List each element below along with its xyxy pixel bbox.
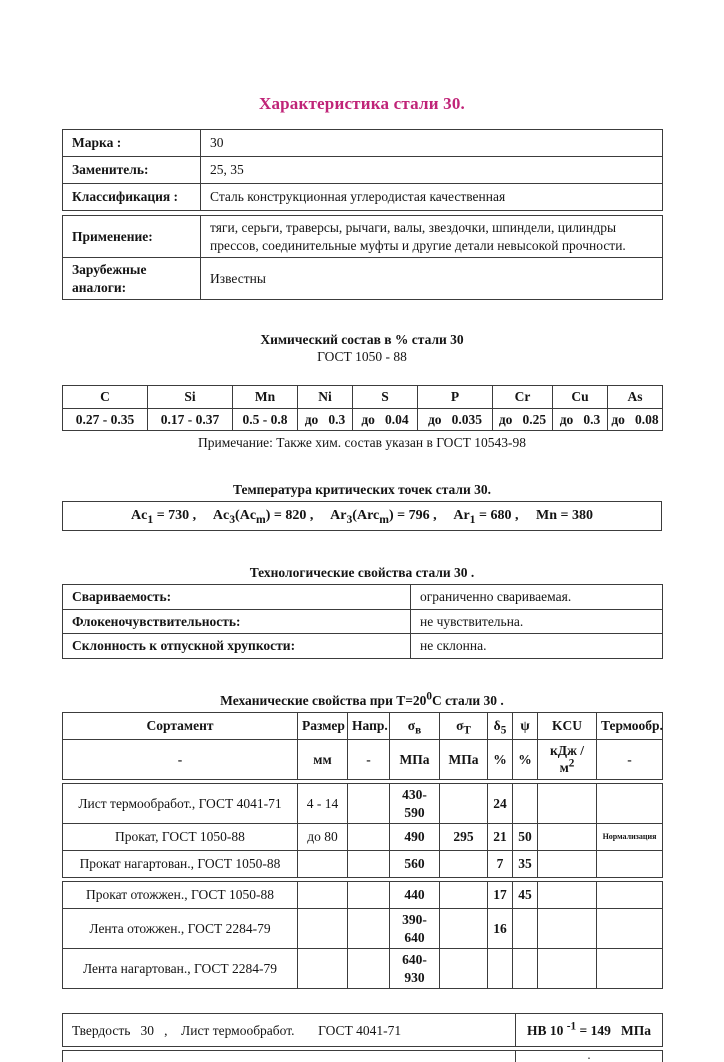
table-cell	[298, 882, 348, 909]
info-table-secondary	[62, 215, 663, 300]
table-cell	[440, 909, 488, 949]
table-cell	[348, 824, 390, 851]
chem-note: Примечание: Также хим. состав указан в ГОСТ 10543-98	[198, 435, 526, 451]
table-cell: $\sigma_в$	[390, 712, 440, 739]
table-cell: 295	[440, 824, 488, 851]
table-cell: 30	[201, 130, 663, 157]
table-cell	[597, 851, 663, 878]
table-cell	[597, 784, 663, 824]
table-cell: Твердость 30 , Лист термообработ. ГОСТ 4041-71	[63, 1014, 516, 1047]
table-cell: до 0.3	[298, 408, 353, 431]
table-cell: Прокат отожжен., ГОСТ 1050-88	[63, 882, 298, 909]
table-cell: C	[63, 386, 148, 409]
table-cell: 25, 35	[201, 157, 663, 184]
table-cell: 560	[390, 851, 440, 878]
table-cell	[538, 784, 597, 824]
tech-section-heading: Технологические свойства стали 30 .	[249, 565, 475, 581]
table-row	[63, 386, 663, 409]
table-cell: As	[608, 386, 663, 409]
table-cell: Марка :	[63, 130, 201, 157]
table-row	[63, 634, 663, 659]
table-cell: до 0.08	[608, 408, 663, 431]
table-cell: KCU	[538, 712, 597, 739]
table-cell: Лента нагартован., ГОСТ 2284-79	[63, 949, 298, 989]
table-row	[63, 784, 663, 824]
table-cell: Лента отожжен., ГОСТ 2284-79	[63, 909, 298, 949]
table-cell: Mn	[233, 386, 298, 409]
table-cell	[63, 1051, 516, 1062]
table-row	[63, 824, 663, 851]
table-cell	[513, 909, 538, 949]
table-cell: тяги, серьги, траверсы, рычаги, валы, звездочки, шпиндели, цилиндры прессов, соединительные муфты и другие детали невысокой прочности.	[201, 216, 663, 258]
table-row	[63, 585, 663, 610]
table-cell: Лист термообработ., ГОСТ 4041-71	[63, 784, 298, 824]
table-cell	[348, 949, 390, 989]
table-cell: 16	[488, 909, 513, 949]
table-row	[63, 258, 663, 300]
table-cell: до 0.035	[418, 408, 493, 431]
table-cell: 50	[513, 824, 538, 851]
table-cell: 440	[390, 882, 440, 909]
table-cell	[597, 882, 663, 909]
table-row	[63, 609, 663, 634]
table-row	[63, 1051, 663, 1062]
table-cell: 640-930	[390, 949, 440, 989]
table-cell: Cu	[553, 386, 608, 409]
table-cell: 24	[488, 784, 513, 824]
table-cell	[440, 784, 488, 824]
table-cell: Зарубежные аналоги:	[63, 258, 201, 300]
table-cell: $\sigma_Т$	[440, 712, 488, 739]
table-cell: 0.5 - 0.8	[233, 408, 298, 431]
table-cell	[538, 882, 597, 909]
table-cell: Заменитель:	[63, 157, 201, 184]
table-cell: 430-590	[390, 784, 440, 824]
table-row	[63, 909, 663, 949]
table-cell: $\delta_5$	[488, 712, 513, 739]
table-cell: не склонна.	[411, 634, 663, 659]
table-cell	[348, 851, 390, 878]
table-cell: мм	[298, 739, 348, 779]
table-cell: Применение:	[63, 216, 201, 258]
table-cell: кДж / $м^2$	[538, 739, 597, 779]
table-cell: Сталь конструкционная углеродистая качественная	[201, 184, 663, 211]
table-cell: 0.17 - 0.37	[148, 408, 233, 431]
table-cell	[298, 949, 348, 989]
mech-table-rows-top	[62, 783, 663, 878]
crit-temp-formula: $Ac_1 = 730$ , $Ac_3(Ac_m) = 820$ , $Ar_3(Arc_m) = 796$ , $Ar_1 = 680$ , Mn = 380	[131, 508, 593, 527]
table-cell: Сортамент	[63, 712, 298, 739]
table-cell: 490	[390, 824, 440, 851]
table-row	[63, 184, 663, 211]
table-cell: ограниченно свариваемая.	[411, 585, 663, 610]
table-cell: МПа	[390, 739, 440, 779]
table-cell	[597, 909, 663, 949]
table-row	[63, 130, 663, 157]
table-cell	[348, 909, 390, 949]
table-cell: МПа	[440, 739, 488, 779]
table-cell: Классификация :	[63, 184, 201, 211]
table-cell: P	[418, 386, 493, 409]
table-cell	[538, 851, 597, 878]
table-cell: .	[516, 1051, 663, 1062]
mech-table-rows-bottom	[62, 881, 663, 989]
table-row	[63, 1014, 663, 1047]
table-cell: 21	[488, 824, 513, 851]
table-cell: Нормализация	[597, 824, 663, 851]
table-cell: до 0.3	[553, 408, 608, 431]
table-cell: -	[348, 739, 390, 779]
table-cell: 390-640	[390, 909, 440, 949]
table-cell: не чувствительна.	[411, 609, 663, 634]
table-cell: %	[488, 739, 513, 779]
table-row	[63, 216, 663, 258]
mech-table-header	[62, 712, 663, 780]
table-cell: Напр.	[348, 712, 390, 739]
table-cell	[440, 882, 488, 909]
chem-section-gost: ГОСТ 1050 - 88	[317, 349, 407, 365]
table-cell	[597, 949, 663, 989]
table-cell: Прокат, ГОСТ 1050-88	[63, 824, 298, 851]
table-cell: Прокат нагартован., ГОСТ 1050-88	[63, 851, 298, 878]
page-title: Характеристика стали 30.	[258, 94, 466, 113]
table-cell: до 0.04	[353, 408, 418, 431]
hardness-table-partial-row	[62, 1050, 663, 1062]
table-row	[63, 157, 663, 184]
crit-temp-heading: Температура критических точек стали 30.	[233, 482, 491, 498]
info-table-main	[62, 129, 663, 211]
table-cell	[348, 882, 390, 909]
table-cell: 35	[513, 851, 538, 878]
table-cell: Термообр.	[597, 712, 663, 739]
table-cell	[488, 949, 513, 989]
mech-section-heading: Механические свойства при $Т=20^0С$ стали 30 .	[220, 690, 504, 708]
table-cell	[348, 784, 390, 824]
table-cell: ψ	[513, 712, 538, 739]
table-row	[63, 949, 663, 989]
chem-composition-table	[62, 385, 663, 431]
table-cell: 17	[488, 882, 513, 909]
table-cell: 45	[513, 882, 538, 909]
table-cell	[440, 949, 488, 989]
table-row	[63, 851, 663, 878]
table-cell: до 0.25	[493, 408, 553, 431]
table-cell	[538, 824, 597, 851]
table-cell: 4 - 14	[298, 784, 348, 824]
table-cell: Флокеночувствительность:	[63, 609, 411, 634]
table-cell	[513, 784, 538, 824]
table-cell	[538, 949, 597, 989]
hardness-table	[62, 1013, 663, 1047]
table-cell: Известны	[201, 258, 663, 300]
table-cell	[538, 909, 597, 949]
table-cell: -	[63, 739, 298, 779]
table-cell: Cr	[493, 386, 553, 409]
table-row	[63, 739, 663, 779]
table-cell: 7	[488, 851, 513, 878]
table-row	[63, 712, 663, 739]
table-row	[63, 882, 663, 909]
table-cell: Ni	[298, 386, 353, 409]
table-cell	[440, 851, 488, 878]
table-cell: S	[353, 386, 418, 409]
table-cell: HB 10 $^{-1}$ = 149 МПа	[516, 1014, 663, 1047]
table-cell	[298, 909, 348, 949]
table-cell: %	[513, 739, 538, 779]
table-cell: -	[597, 739, 663, 779]
tech-properties-table	[62, 584, 663, 659]
table-cell	[513, 949, 538, 989]
table-cell	[298, 851, 348, 878]
table-cell: Свариваемость:	[63, 585, 411, 610]
table-row	[63, 408, 663, 431]
crit-temp-box	[62, 501, 662, 531]
table-cell: до 80	[298, 824, 348, 851]
table-cell: Si	[148, 386, 233, 409]
table-cell: 0.27 - 0.35	[63, 408, 148, 431]
table-cell: Склонность к отпускной хрупкости:	[63, 634, 411, 659]
chem-section-heading: Химический состав в % стали 30	[260, 332, 464, 348]
table-cell: Размер	[298, 712, 348, 739]
